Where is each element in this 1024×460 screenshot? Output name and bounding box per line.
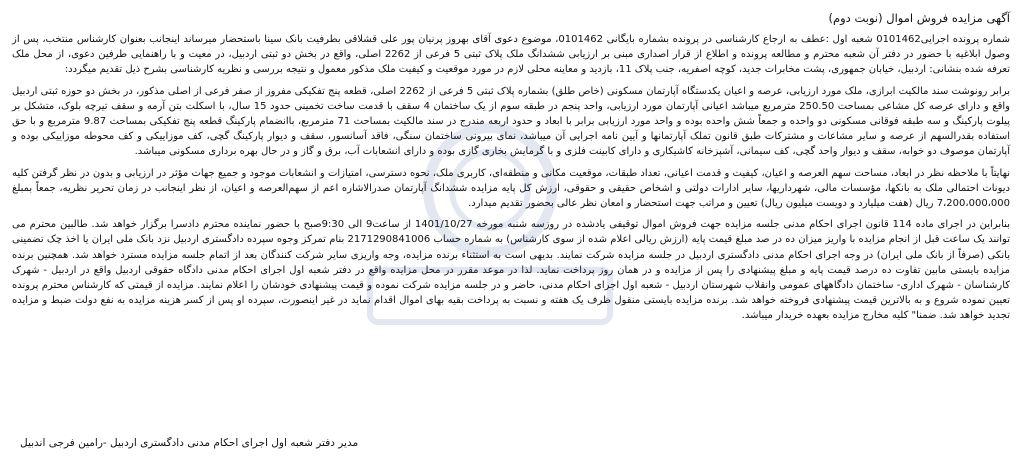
- paragraph-expert-assignment: شماره پرونده اجرایی0101462 شعبه اول :عطف به ارجاع کارشناسی در پرونده بشماره بایگانی 0101462، موضوع دعوی آقای بهروز پرنیان پور علی قشلاقی بطرفیت بانک سینا باستحضار میرساند اینجانب بعنوان کارشناس منتخب، پس از وصول ابلاغیه با حضور در دفتر آن شعبه محترم و مطالعه پرونده و اطلاع از قرار اصداری مبنی بر ارزیابی ششدانگ ملک پلاک ثبتی 5 فرعی از 2262 اصلی، واقع در بخش دو ثبتی اردبیل، در معیت و با راهنمایی طرفین دعوی، از محل ملک تعرفه شده بنشانی: اردبیل، خیابان جمهوری، پشت مخابرات جدید، کوچه اصفریه، جنب پلاک 11، بازدید و معاینه محلی لازم در مورد موقعیت و کیفیت ملک مذکور معمول و نتیجه بررسی و نظریه کارشناسی بشرح ذیل تقدیم میگردد:: [12, 34, 1010, 76]
- paragraph-valuation: نهایتاً با ملاحظه نظر در ابعاد، مساحت سهم العرصه و اعیان، کیفیت و قدمت اعیانی، تعداد طبقات، موقعیت مکانی و منطقه‌ای، کاربری ملک، نحوه دسترسی، امتیازات و انشعابات موجود و جمیع جهات مؤثر در ارزیابی و بدون در نظر گرفتن کلیه دیونات احتمالی ملک به بانکها، مؤسسات مالی، شهرداریها، سایر ادارات دولتی و اشخاص حقیقی و حقوقی، ارزش کل پایه مزایده ششدانگ آپارتمان صدرالاشاره اعم از سهم‌العرصه و اعیان، از نظر اینجانب در زمان تحریر نظریه، جمعاً بمبلغ 7،200،000،000 ریال (هفت میلیارد و دویست میلیون ریال) تعیین و مراتب جهت استحضار و امعان نظر عالی بحضور تقدیم میدارد.: [12, 167, 1010, 210]
- paragraph-property-description: برابر رونوشت سند مالکیت ابرازی، ملک مورد ارزیابی، عرصه و اعیان یکدستگاه آپارتمان مسکونی (خاص طلق) بشماره پلاک ثبتی 5 فرعی از 2262 اصلی، قطعه پنج تفکیکی مفروز از صفر فرعی از اصلی مذکور، در بخش دو حوزه ثبتی اردبیل واقع و دارای عرصه کل مشاعی بمساحت 250.50 مترمربع میباشد اعیانی آپارتمان مورد ارزیابی، واحد پنجم در طبقه سوم از یک ساختمان 4 سقف با قدمت ساخت تخمینی حدود 15 سال، با اسکلت بتن آرمه و سقف تیرچه بلوک، متشکل بر پیلوت پارکینگ و سه طبقه فوقانی مسکونی دو واحده و جمعاً شش واحده بوده و واحد مورد ارزیابی برابر با ابعاد و حدود اربعه مندرج در سند مالکیت بمساحت 71 مترمربع، باانضمام پارکینگ قطعه پنج تفکیکی بمساحت 9.87 مترمربع و با حق استفاده بقدرالسهم از عرصه و سایر مشاعات و مشترکات طبق قانون تملک آپارتمانها و آیین نامه اجرایی آن میباشد، نمای بیرونی ساختمان سنگی، فاقد آسانسور، سقف و دیوار پارکینگ گچی، کف موزاییکی و کف محوطه موزاییکی بوده و آپارتمان موصوف دو خوابه، سقف و دیوار واحد گچی، کف سیمانی، آشپزخانه کاشیکاری و دارای کابینت فلزی و با گرمایش بخاری گازی بوده و دارای انشعابات آب، برق و گاز و در حال بهره برداری مسکونی میباشد.: [12, 85, 1010, 158]
- signature-line: مدیر دفتر شعبه اول اجرای احکام مدنی دادگستری اردبیل -رامین فرجی اندبیل: [20, 437, 359, 449]
- paragraph-auction-terms: بنابراین در اجرای ماده 114 قانون اجرای احکام مدنی جلسه مزایده جهت فروش اموال توقیفی یادشده در روزسه شنبه مورخه 1401/10/27 از ساعت9 الی 9:30صبح با حضور نماینده محترم دادسرا برگزار خواهد شد. طالبین محترم می توانند یک ساعت قبل از انجام مزایده با واریز میزان ده در صد مبلغ قیمت پایه (ارزش ریالی اعلام شده از سوی کارشناس) به شماره حساب 2171290841006 بنام تمرکز وجوه سپرده دادگستری اردبیل نزد بانک ملی ایران یا اخذ چک تضمینی بانکی (صرفاً از بانک ملی ایران) در وجه اجرای احکام مدنی دادگستری اردبیل در جلسه مزایده شرکت نمایند. بدیهی است به استثناء برنده مزایده، وجه واریزی سایر شرکت کنندگان بعد از اتمام جلسه مزایده مسترد خواهد شد. همچنین برنده مزایده بایستی مابین تفاوت ده درصد قیمت پایه و مبلغ پیشنهادی را پس از مزایده و در همان روز پرداخت نماید. لذا در موعد مقرر در محل مزایده واقع در دفتر شعبه اول اجرای احکام مدنی دادگاه حقوقی اردبیل واقع در اردبیل - شهرک کارشناسان - شهرک اداری- ساختمان دادگاههای عمومی وانقلاب شهرستان اردبیل - شعبه اول اجرای احکام مدنی، حاضر و در جلسه مزایده شرکت نموده و قیمت پیشنهادی خودشان را اعلام نمایند. مزایده از قیمتی که کارشناس محترم پرونده تعیین نموده شروع و به بالاترین قیمت پیشنهادی فروخته خواهد شد. برنده مزایده بایستی منقول ظرف یک هفته و نسبت به پرداخت بقیه بهای اموال اقدام نماید در غیر اینصورت، سپرده او پس از کسر هزینه مزایده به نفع دولت ضبط و مزایده تجدید خواهد شد. ضمنا" کلیه مخارج مزایده بعهده خریدار میباشد.: [12, 219, 1010, 322]
- notice-title: آگهی مزایده فروش اموال (نوبت دوم): [828, 11, 1010, 25]
